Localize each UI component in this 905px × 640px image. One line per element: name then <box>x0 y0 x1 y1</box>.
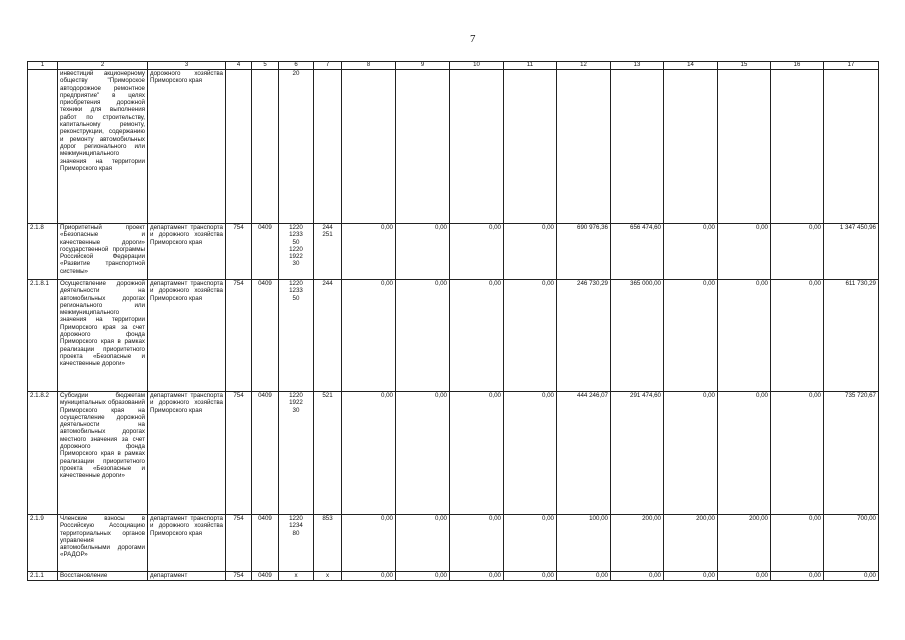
amount-col-12 <box>557 70 611 224</box>
amount-col-8 <box>342 70 396 224</box>
amount-col-8: 0,00 <box>342 280 396 392</box>
amount-col-13: 200,00 <box>611 515 664 572</box>
row-number <box>28 70 58 224</box>
gov-code: 754 <box>226 515 252 572</box>
amount-col-17: 735 720,67 <box>824 392 879 515</box>
amount-col-16: 0,00 <box>771 572 824 581</box>
item-description: Приоритетный проект «Безопасные и качественные дороги» государственной программы Российской Федерации «Развитие транспортной системы» <box>58 224 148 280</box>
amount-col-12: 0,00 <box>557 572 611 581</box>
amount-col-14: 200,00 <box>664 515 718 572</box>
amount-col-9: 0,00 <box>396 515 450 572</box>
responsible-department: департамент транспорта и дорожного хозяйства Приморского края <box>148 392 226 515</box>
target-code: 20 <box>279 70 314 224</box>
column-header-6: 6 <box>279 62 314 70</box>
amount-col-17 <box>824 70 879 224</box>
responsible-department: департамент транспорта и дорожного хозяйства Приморского края <box>148 280 226 392</box>
amount-col-8: 0,00 <box>342 572 396 581</box>
column-header-13: 13 <box>611 62 664 70</box>
amount-col-13: 0,00 <box>611 572 664 581</box>
column-header-12: 12 <box>557 62 611 70</box>
amount-col-15: 0,00 <box>718 572 771 581</box>
amount-col-12: 246 730,29 <box>557 280 611 392</box>
row-number: 2.1.8.1 <box>28 280 58 392</box>
budget-table <box>27 61 879 581</box>
column-header-10: 10 <box>450 62 504 70</box>
column-number-row <box>28 62 879 70</box>
responsible-department: дорожного хозяйства Приморского края <box>148 70 226 224</box>
target-code: 1220 1922 30 <box>279 392 314 515</box>
table-row <box>28 392 879 515</box>
amount-col-11: 0,00 <box>504 224 557 280</box>
amount-col-13: 365 000,00 <box>611 280 664 392</box>
column-header-16: 16 <box>771 62 824 70</box>
amount-col-14: 0,00 <box>664 280 718 392</box>
amount-col-15: 0,00 <box>718 280 771 392</box>
amount-col-17: 0,00 <box>824 572 879 581</box>
amount-col-12: 444 246,07 <box>557 392 611 515</box>
row-number: 2.1.8.2 <box>28 392 58 515</box>
expense-type-code <box>314 70 342 224</box>
amount-col-15 <box>718 70 771 224</box>
row-number: 2.1.9 <box>28 515 58 572</box>
amount-col-10: 0,00 <box>450 572 504 581</box>
amount-col-13 <box>611 70 664 224</box>
responsible-department: департамент <box>148 572 226 581</box>
amount-col-10: 0,00 <box>450 392 504 515</box>
amount-col-9: 0,00 <box>396 280 450 392</box>
amount-col-16: 0,00 <box>771 280 824 392</box>
amount-col-17: 700,00 <box>824 515 879 572</box>
amount-col-12: 100,00 <box>557 515 611 572</box>
section-code: 0409 <box>252 572 279 581</box>
section-code: 0409 <box>252 280 279 392</box>
amount-col-14: 0,00 <box>664 224 718 280</box>
amount-col-13: 291 474,60 <box>611 392 664 515</box>
table-row <box>28 515 879 572</box>
amount-col-8: 0,00 <box>342 392 396 515</box>
amount-col-15: 0,00 <box>718 224 771 280</box>
gov-code <box>226 70 252 224</box>
section-code: 0409 <box>252 392 279 515</box>
amount-col-14: 0,00 <box>664 392 718 515</box>
amount-col-11: 0,00 <box>504 572 557 581</box>
gov-code: 754 <box>226 392 252 515</box>
section-code: 0409 <box>252 515 279 572</box>
amount-col-10: 0,00 <box>450 224 504 280</box>
page-number: 7 <box>470 33 476 45</box>
amount-col-16: 0,00 <box>771 224 824 280</box>
column-header-15: 15 <box>718 62 771 70</box>
responsible-department: департамент транспорта и дорожного хозяйства Приморского края <box>148 515 226 572</box>
amount-col-11: 0,00 <box>504 280 557 392</box>
amount-col-8: 0,00 <box>342 515 396 572</box>
amount-col-10: 0,00 <box>450 515 504 572</box>
amount-col-9: 0,00 <box>396 392 450 515</box>
item-description: Осуществление дорожной деятельности на автомобильных дорогах регионального или межмуниципального значения на территории Приморского края за счет дорожного фонда Приморского края в рамках реализации приоритетного проекта «Безопасные и качественные дороги» <box>58 280 148 392</box>
amount-col-17: 611 730,29 <box>824 280 879 392</box>
expense-type-code: 244 <box>314 280 342 392</box>
target-code: x <box>279 572 314 581</box>
amount-col-8: 0,00 <box>342 224 396 280</box>
table-row <box>28 280 879 392</box>
item-description: Субсидии бюджетам муниципальных образований Приморского края на осуществление дорожной деятельности на автомобильных дорогах местного значения за счет дорожного фонда Приморского края в рамках реализации приоритетного проекта «Безопасные и качественные дороги» <box>58 392 148 515</box>
target-code: 1220 1233 50 <box>279 280 314 392</box>
amount-col-9 <box>396 70 450 224</box>
amount-col-15: 200,00 <box>718 515 771 572</box>
column-header-17: 17 <box>824 62 879 70</box>
expense-type-code: 244 251 <box>314 224 342 280</box>
amount-col-15: 0,00 <box>718 392 771 515</box>
amount-col-11: 0,00 <box>504 515 557 572</box>
table-row <box>28 572 879 581</box>
amount-col-16 <box>771 70 824 224</box>
column-header-1: 1 <box>28 62 58 70</box>
responsible-department: департамент транспорта и дорожного хозяйства Приморского края <box>148 224 226 280</box>
section-code: 0409 <box>252 224 279 280</box>
target-code: 1220 1233 50 1220 1922 30 <box>279 224 314 280</box>
column-header-8: 8 <box>342 62 396 70</box>
column-header-14: 14 <box>664 62 718 70</box>
amount-col-10: 0,00 <box>450 280 504 392</box>
gov-code: 754 <box>226 572 252 581</box>
row-number: 2.1.1 <box>28 572 58 581</box>
column-header-7: 7 <box>314 62 342 70</box>
column-header-2: 2 <box>58 62 148 70</box>
amount-col-11: 0,00 <box>504 392 557 515</box>
table-row <box>28 70 879 224</box>
column-header-11: 11 <box>504 62 557 70</box>
expense-type-code: x <box>314 572 342 581</box>
amount-col-17: 1 347 450,96 <box>824 224 879 280</box>
amount-col-16: 0,00 <box>771 515 824 572</box>
section-code <box>252 70 279 224</box>
amount-col-14 <box>664 70 718 224</box>
gov-code: 754 <box>226 280 252 392</box>
amount-col-11 <box>504 70 557 224</box>
item-description: Восстановление <box>58 572 148 581</box>
amount-col-16: 0,00 <box>771 392 824 515</box>
column-header-3: 3 <box>148 62 226 70</box>
column-header-9: 9 <box>396 62 450 70</box>
gov-code: 754 <box>226 224 252 280</box>
item-description: Членские взносы в Российскую Ассоциацию территориальных органов управления автомобильными дорогами «РАДОР» <box>58 515 148 572</box>
amount-col-14: 0,00 <box>664 572 718 581</box>
amount-col-10 <box>450 70 504 224</box>
table-row <box>28 224 879 280</box>
target-code: 1220 1234 80 <box>279 515 314 572</box>
amount-col-9: 0,00 <box>396 572 450 581</box>
amount-col-9: 0,00 <box>396 224 450 280</box>
amount-col-12: 690 976,36 <box>557 224 611 280</box>
expense-type-code: 521 <box>314 392 342 515</box>
expense-type-code: 853 <box>314 515 342 572</box>
column-header-4: 4 <box>226 62 252 70</box>
item-description: инвестиций акционерному обществу "Приморское автодорожное ремонтное предприятие" в целях приобретения дорожной техники для выполнения работ по строительству, капитальному ремонту, реконструкции, содержанию и ремонту автомобильных дорог регионального или межмуниципального значения на территории Приморского края <box>58 70 148 224</box>
row-number: 2.1.8 <box>28 224 58 280</box>
column-header-5: 5 <box>252 62 279 70</box>
amount-col-13: 656 474,60 <box>611 224 664 280</box>
